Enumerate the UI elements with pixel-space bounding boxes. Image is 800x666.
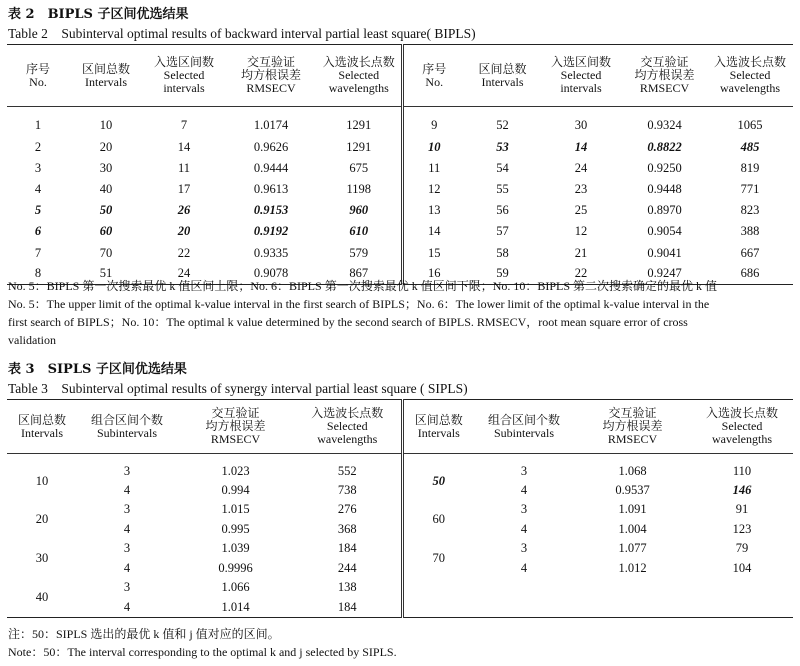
table-cell: 686 — [740, 266, 760, 281]
table-cell: 58 — [496, 245, 509, 260]
col-rmsecv-header: 交互验证 均方根误差 RMSECV — [602, 406, 663, 446]
note-line: first search of BIPLS；No. 10：The optimal k value determined by the second search of BIPLS. RMSECV，root mean square error of cross — [8, 315, 688, 329]
interval-group-cell: 10 — [35, 473, 49, 488]
table-cell: 4 — [123, 560, 131, 575]
col-no-header: 序号 No. — [25, 61, 50, 89]
table-row — [7, 107, 793, 137]
table-cell: 60 — [99, 224, 113, 239]
table-cell: 3 — [123, 541, 131, 556]
table-cell: 10 — [402, 137, 465, 158]
table-row — [7, 137, 793, 158]
table-row — [7, 454, 793, 481]
table-cell: 0.9153 — [253, 203, 289, 218]
table-cell: 0.9444 — [253, 160, 289, 175]
table3-header-row — [7, 400, 793, 454]
table2-title-en: Table 2 Subinterval optimal results of backward interval partial least square( BIPLS) — [8, 26, 476, 41]
table-cell: 20 — [99, 139, 113, 154]
table-cell: 55 — [496, 181, 509, 196]
table-cell: 24 — [574, 160, 588, 175]
table-cell: 1.066 — [221, 580, 250, 595]
table-cell: 1.077 — [618, 541, 647, 556]
table-cell: 1.012 — [618, 560, 647, 575]
table-cell: 1065 — [737, 118, 763, 133]
table-cell: 51 — [99, 266, 113, 281]
table-cell: 0.9335 — [253, 245, 289, 260]
table-cell: 138 — [337, 580, 357, 595]
table-cell: 610 — [349, 224, 369, 239]
table-cell: 823 — [740, 203, 760, 218]
col-wavelengths-header: 入选波长点数 Selected wavelengths — [713, 55, 786, 95]
table-cell: 24 — [177, 266, 191, 281]
table-cell: 4 — [520, 521, 528, 536]
table-row — [7, 520, 793, 540]
table-cell: 5 — [34, 203, 42, 218]
table-cell: 276 — [337, 502, 357, 517]
table-row — [7, 500, 793, 520]
table-cell: 960 — [349, 203, 369, 218]
table-cell: 53 — [496, 139, 509, 154]
interval-group-cell: 20 — [35, 512, 49, 526]
col-intervals-header: 区间总数 Intervals — [17, 412, 66, 440]
table-cell: 0.9626 — [253, 139, 289, 154]
table-cell: 123 — [732, 521, 752, 536]
table3-title-en: Table 3 Subinterval optimal results of synergy interval partial least square ( SIPLS) — [8, 381, 468, 396]
table-cell: 7 — [34, 245, 42, 260]
col-rmsecv-header: 交互验证 均方根误差 RMSECV — [240, 55, 301, 95]
table-cell: 738 — [337, 482, 357, 497]
table-row — [7, 578, 793, 598]
table-cell: 184 — [337, 599, 357, 614]
table-cell: 15 — [402, 242, 465, 263]
table-cell: 1.023 — [221, 463, 250, 478]
table-cell: 388 — [740, 224, 760, 239]
table-cell: 244 — [337, 560, 357, 575]
table-cell: 22 — [574, 266, 588, 281]
table-cell: 20 — [177, 224, 191, 239]
table-cell: 9 — [402, 107, 465, 137]
table-cell: 4 — [123, 482, 131, 497]
table3 — [7, 399, 793, 618]
interval-group-cell: 70 — [402, 539, 474, 578]
col-subintervals-header: 组合区间个数 Subintervals — [90, 412, 163, 440]
table-cell: 1.014 — [221, 599, 250, 614]
table-cell: 12 — [402, 179, 465, 200]
interval-group-cell: 50 — [402, 454, 474, 501]
table-cell: 3 — [123, 580, 131, 595]
table-cell: 10 — [99, 118, 113, 133]
table-cell: 1.0174 — [253, 118, 289, 133]
table-cell: 52 — [496, 118, 509, 133]
col-subintervals-header: 组合区间个数 Subintervals — [487, 412, 560, 440]
table-cell: 1.091 — [618, 502, 647, 517]
table-cell: 7 — [180, 118, 188, 133]
table-cell: 579 — [349, 245, 369, 260]
table-cell: 3 — [520, 463, 528, 478]
table-cell: 4 — [34, 181, 42, 196]
table-cell: 368 — [337, 521, 357, 536]
table-row — [7, 481, 793, 501]
table-cell: 21 — [574, 245, 588, 260]
table-cell: 14 — [177, 139, 191, 154]
col-selected-intervals-header: 入选区间数 Selected intervals — [550, 55, 611, 95]
table-cell: 146 — [732, 482, 752, 497]
table3-title-cn: 表 3 SIPLS 子区间优选结果 — [8, 362, 187, 377]
interval-group-cell: 30 — [35, 551, 49, 565]
table-cell: 30 — [99, 160, 113, 175]
table-cell: 110 — [732, 463, 752, 478]
table-cell: 1291 — [346, 118, 372, 133]
table-cell: 13 — [402, 200, 465, 221]
table-cell: 50 — [99, 203, 113, 218]
table-cell: 14 — [574, 139, 588, 154]
table-cell: 6 — [34, 224, 42, 239]
table-cell: 0.9192 — [253, 224, 289, 239]
table-row — [7, 559, 793, 579]
table-cell: 1.004 — [618, 521, 647, 536]
table-cell: 552 — [337, 463, 357, 478]
col-intervals-header: 区间总数 Intervals — [478, 61, 527, 89]
table-cell: 667 — [740, 245, 760, 260]
col-rmsecv-header: 交互验证 均方根误差 RMSECV — [205, 406, 266, 446]
table-row — [7, 158, 793, 179]
table-cell: 0.995 — [221, 521, 250, 536]
table-cell: 0.9996 — [218, 560, 253, 575]
col-selected-intervals-header: 入选区间数 Selected intervals — [153, 55, 214, 95]
col-intervals-header: 区间总数 Intervals — [402, 400, 474, 454]
note-line: validation — [8, 333, 56, 347]
table-cell: 70 — [99, 245, 113, 260]
table2 — [7, 44, 793, 285]
table-cell: 14 — [402, 221, 465, 242]
table-cell: 54 — [496, 160, 509, 175]
col-wavelengths-header: 入选波长点数 Selected wavelengths — [311, 406, 384, 446]
table-cell: 26 — [177, 203, 191, 218]
table-cell: 819 — [740, 160, 760, 175]
table-cell: 30 — [574, 118, 588, 133]
interval-group-cell: 60 — [402, 500, 474, 539]
interval-group-cell: 40 — [35, 589, 49, 604]
table-row — [7, 179, 793, 200]
table-cell: 1.068 — [618, 463, 647, 478]
table-cell: 867 — [349, 266, 369, 281]
table-cell: 0.9247 — [647, 266, 682, 281]
col-intervals-header: 区间总数 Intervals — [81, 61, 130, 89]
table-cell: 3 — [34, 160, 42, 175]
table-cell: 0.9324 — [647, 118, 682, 133]
table-cell: 23 — [574, 181, 588, 196]
table-cell: 1291 — [346, 139, 372, 154]
table-cell: 4 — [520, 482, 528, 497]
table-cell: 0.9078 — [253, 266, 289, 281]
table-cell: 12 — [574, 224, 588, 239]
table-cell: 3 — [123, 502, 131, 517]
note-line: 注：50：SIPLS 选出的最优 k 值和 j 值对应的区间。 — [8, 627, 280, 641]
table-cell: 4 — [123, 599, 131, 614]
table-cell: 59 — [496, 266, 509, 281]
table-row — [7, 200, 793, 221]
table-row — [7, 221, 793, 242]
table-cell: 0.9041 — [647, 245, 682, 260]
col-no-header: 序号 No. — [402, 45, 465, 107]
note-line: Note：50：The interval corresponding to the optimal k and j selected by SIPLS. — [8, 645, 397, 659]
table-cell: 0.9613 — [253, 181, 289, 196]
col-wavelengths-header: 入选波长点数 Selected wavelengths — [322, 55, 395, 95]
table-cell: 8 — [34, 266, 42, 281]
table-cell: 11 — [402, 158, 465, 179]
table-cell: 3 — [520, 541, 528, 556]
table-cell: 1 — [34, 118, 42, 133]
table-cell: 1198 — [346, 181, 372, 196]
table3-note — [8, 625, 794, 661]
table-cell: 3 — [520, 502, 528, 517]
table-cell: 16 — [402, 264, 465, 285]
table2-note — [8, 277, 794, 349]
table-cell: 0.8970 — [647, 203, 682, 218]
table-cell: 485 — [740, 139, 760, 154]
table-cell: 0.8822 — [647, 139, 682, 154]
table-cell: 57 — [496, 224, 509, 239]
table-cell: 2 — [34, 139, 42, 154]
table-cell: 1.015 — [221, 502, 250, 517]
table-cell: 4 — [520, 560, 528, 575]
table2-title-cn: 表 2 BIPLS 子区间优选结果 — [8, 7, 189, 22]
table-cell: 184 — [337, 541, 357, 556]
col-rmsecv-header: 交互验证 均方根误差 RMSECV — [634, 55, 695, 95]
table-cell: 56 — [496, 203, 509, 218]
table-row — [7, 539, 793, 559]
table-cell: 79 — [735, 541, 749, 556]
table-cell: 0.994 — [221, 482, 250, 497]
table-cell: 0.9448 — [647, 181, 682, 196]
table-cell: 40 — [99, 181, 113, 196]
table-cell: 675 — [349, 160, 369, 175]
table2-header-row — [7, 45, 793, 107]
table-cell: 4 — [123, 521, 131, 536]
table-cell: 0.9054 — [647, 224, 682, 239]
table-cell: 104 — [732, 560, 752, 575]
note-line: No. 5：BIPLS 第一次搜索最优 k 值区间上限；No. 6：BIPLS 第一次搜索最优 k 值区间下限；No. 10：BIPLS 第二次搜索确定的最优 k 值 — [8, 279, 718, 293]
table-cell: 22 — [177, 245, 191, 260]
table-cell: 0.9537 — [615, 482, 650, 497]
table-cell: 11 — [177, 160, 191, 175]
table-cell: 25 — [574, 203, 588, 218]
note-line: No. 5：The upper limit of the optimal k-value interval in the first search of BIPLS；No. 6：The lower limit of the optimal k-value interval in the — [8, 297, 710, 311]
empty-cell — [402, 578, 793, 617]
table-cell: 3 — [123, 463, 131, 478]
table-cell: 771 — [740, 181, 760, 196]
table-row — [7, 242, 793, 263]
table-cell: 0.9250 — [647, 160, 682, 175]
col-wavelengths-header: 入选波长点数 Selected wavelengths — [705, 406, 778, 446]
table-cell: 17 — [177, 181, 191, 196]
table-cell: 1.039 — [221, 541, 250, 556]
table-cell: 91 — [735, 502, 749, 517]
